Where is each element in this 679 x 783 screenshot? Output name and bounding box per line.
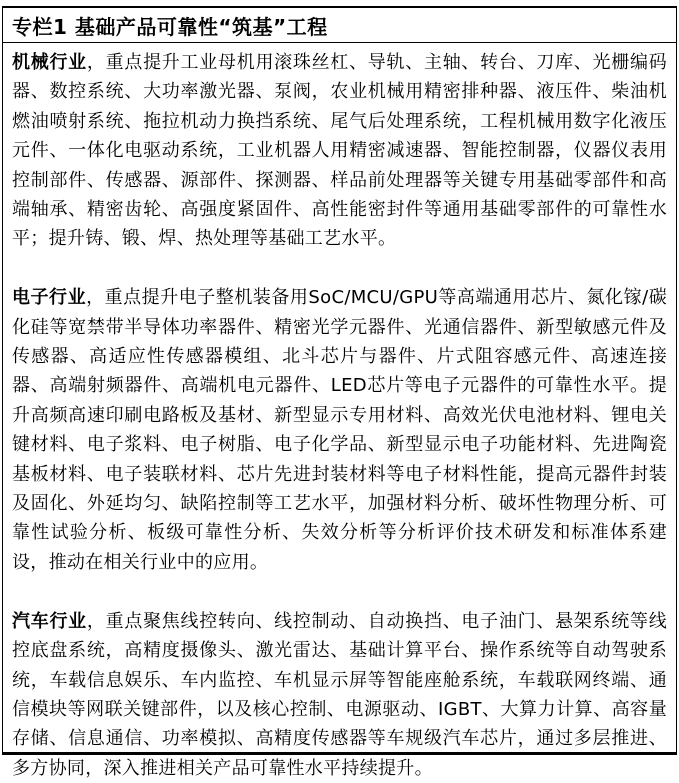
section-text-automotive: ，重点聚焦线控转向、线控制动、自动换挡、电子油门、悬架系统等线控底盘系统，高精度摄像头、激光雷达、基础计算平台、操作系统等自动驾驶系统，车载信息娱乐、车内监控、车机显示屏等智能座舱系统，车载联网终端、通信模块等网联关键部件，以及核心控制、电源驱动、IGBT、大算力计算、高容量存储、信息通信、功率模拟、高精度传感器等车规级汽车芯片，通过多层推进、多方协同，深入推进相关产品可靠性水平持续提升。 (12, 610, 667, 779)
section-heading-automotive: 汽车行业 (12, 610, 87, 632)
section-text-electronics: ，重点提升电子整机装备用SoC/MCU/GPU等高端通用芯片、氮化镓/碳化硅等宽禁带半导体功率器件、精密光学元器件、光通信器件、新型敏感元件及传感器、高适应性传感器模组、北斗芯片与器件、片式阻容感元件、高速连接器、高端射频器件、高端机电元器件、LED芯片等电子元器件的可靠性水平。提升高频高速印刷电路板及基材、新型显示专用材料、高效光伏电池材料、锂电关键材料、电子浆料、电子树脂、电子化学品、新型显示电子功能材料、先进陶瓷基板材料、电子装联材料、芯片先进封装材料等电子材料性能，提高元器件封装及固化、外延均匀、缺陷控制等工艺水平，加强材料分析、破坏性物理分析、可靠性试验分析、板级可靠性分析、失效分析等分析评价技术研发和标准体系建设，推动在相关行业中的应用。 (12, 287, 668, 573)
section-heading-machinery: 机械行业 (12, 52, 87, 73)
section-machinery (12, 48, 667, 254)
section-automotive (12, 607, 667, 783)
section-heading-electronics: 电子行业 (12, 287, 87, 309)
section-electronics (12, 283, 667, 577)
column-box-body (3, 43, 676, 783)
section-text-machinery: ，重点提升工业母机用滚珠丝杠、导轨、主轴、转台、刀库、光栅编码器、数控系统、大功率激光器、泵阀，农业机械用精密排种器、液压件、柴油机燃油喷射系统、拖拉机动力换挡系统、尾气后处理系统，工程机械用数字化液压元件、一体化电驱动系统，工业机器人用精密减速器、智能控制器，仪器仪表用控制部件、传感器、源部件、探测器、样品前处理器等关键专用基础零部件和高端轴承、精密齿轮、高强度紧固件、高性能密封件等通用基础零部件的可靠性水平；提升铸、锻、焊、热处理等基础工艺水平。 (12, 52, 667, 250)
column-box-title: 专栏1 基础产品可靠性“筑基”工程 (3, 8, 676, 43)
column-box-panel (2, 6, 677, 779)
